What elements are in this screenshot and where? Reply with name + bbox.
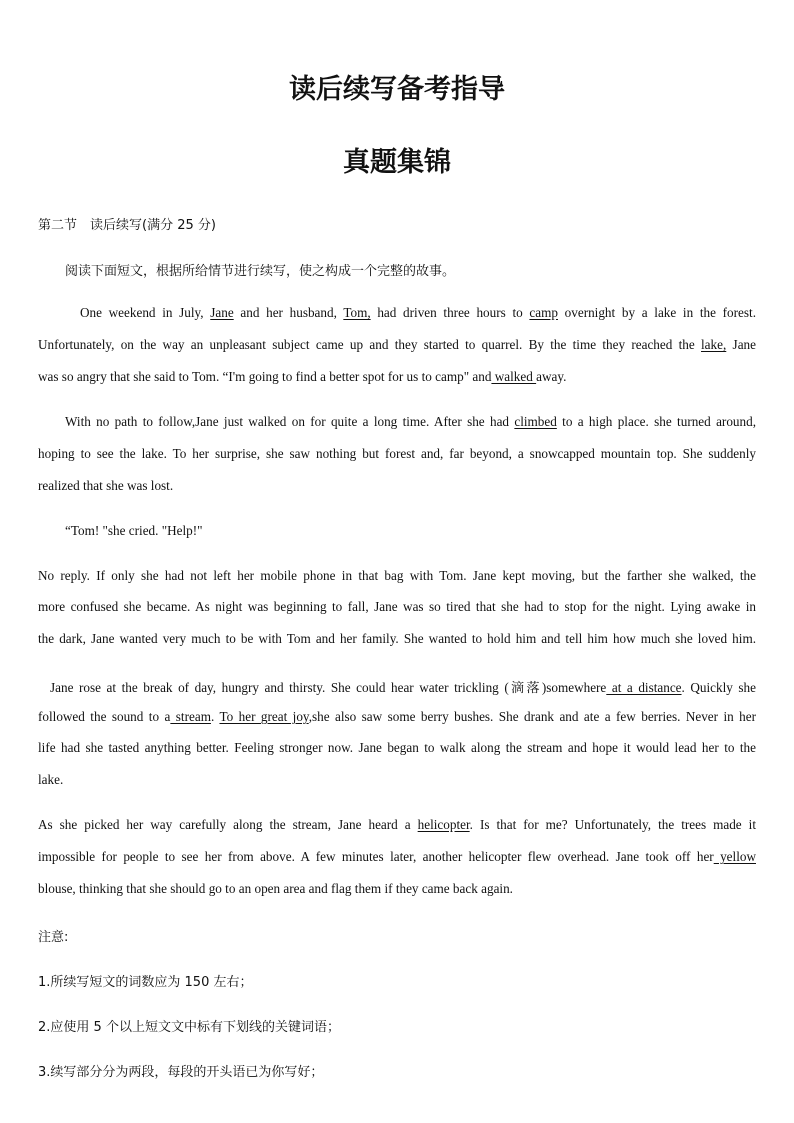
p6-line-1: As she picked her way carefully along the stream, Jane heard a helicopter. Is that for me? Unfortunately, the trees made it — [38, 817, 756, 832]
p5-line-2: followed the sound to a stream. To her great joy,she also saw some berry bushes. She drank and ate a few berries. Never in her — [38, 709, 757, 724]
instruction-text: 阅读下面短文，根据所给情节进行续写，使之构成一个完整的故事。 — [65, 264, 456, 279]
p1-line-3: was so angry that she said to Tom. “I'm going to find a better spot for us to camp" and walked away. — [38, 369, 567, 384]
notes-heading: 注意: — [38, 930, 69, 945]
p2-line-2: hoping to see the lake. To her surprise, she saw nothing but forest and, far beyond, a snowcapped mountain top. She suddenly — [38, 446, 756, 461]
keyword-helicopter: helicopter — [417, 817, 470, 832]
keyword-to-her-great-joy: To her great joy — [219, 709, 309, 724]
keyword-at-a-distance: at a distance — [606, 680, 682, 695]
page-subtitle: 真题集锦 — [343, 147, 451, 178]
p4-line-2: more confused she became. As night was beginning to fall, Jane was so tired that she had to stop for the night. Lying awake in — [38, 599, 756, 614]
keyword-camp: camp — [529, 305, 558, 320]
p5-line-1: Jane rose at the break of day, hungry and thirsty. She could hear water trickling (滴落)somewhere at a distance. Quickly she — [50, 680, 756, 695]
section-heading: 第二节 读后续写(满分 25 分) — [38, 218, 216, 233]
p2-line-1: With no path to follow,Jane just walked on for quite a long time. After she had climbed to a high place. she turned around, — [65, 414, 756, 429]
page-title: 读后续写备考指导 — [289, 74, 505, 105]
p4-line-1: No reply. If only she had not left her mobile phone in that bag with Tom. Jane kept moving, but the farther she walked, the — [38, 568, 756, 583]
note-3: 3.续写部分分为两段，每段的开头语已为你写好； — [38, 1065, 324, 1080]
p6-line-3: blouse, thinking that she should go to an open area and flag them if they came back again. — [38, 881, 513, 896]
keyword-tom: Tom, — [343, 305, 371, 320]
p5-line-3: life had she tasted anything better. Feeling stronger now. Jane began to walk along the stream and hope it would lead her to the — [38, 740, 756, 755]
keyword-lake: lake, — [701, 337, 727, 352]
keyword-stream: stream — [170, 709, 211, 724]
p5-line-4: lake. — [38, 772, 64, 787]
p1-line-2: Unfortunately, on the way an unpleasant subject came up and they started to quarrel. By the time they reached the lake, Jane — [38, 337, 756, 352]
p3-line: “Tom! "she cried. "Help!" — [65, 523, 203, 538]
p2-line-3: realized that she was lost. — [38, 478, 174, 493]
note-2: 2.应使用 5 个以上短文文中标有下划线的关键词语； — [38, 1020, 340, 1035]
p1-line-1: One weekend in July, Jane and her husband, Tom, had driven three hours to camp overnight by a lake in the forest. — [80, 305, 756, 320]
keyword-walked: walked — [491, 369, 537, 384]
p6-line-2: impossible for people to see her from above. A few minutes later, another helicopter flew overhead. Jane took off her yellow — [38, 849, 756, 864]
p4-line-3: the dark, Jane wanted very much to be with Tom and her family. She wanted to hold him and tell him how much she loved him. — [38, 631, 756, 646]
note-1: 1.所续写短文的词数应为 150 左右； — [38, 975, 253, 990]
keyword-climbed: climbed — [514, 414, 557, 429]
keyword-jane: Jane — [210, 305, 234, 320]
keyword-yellow: yellow — [713, 849, 756, 864]
